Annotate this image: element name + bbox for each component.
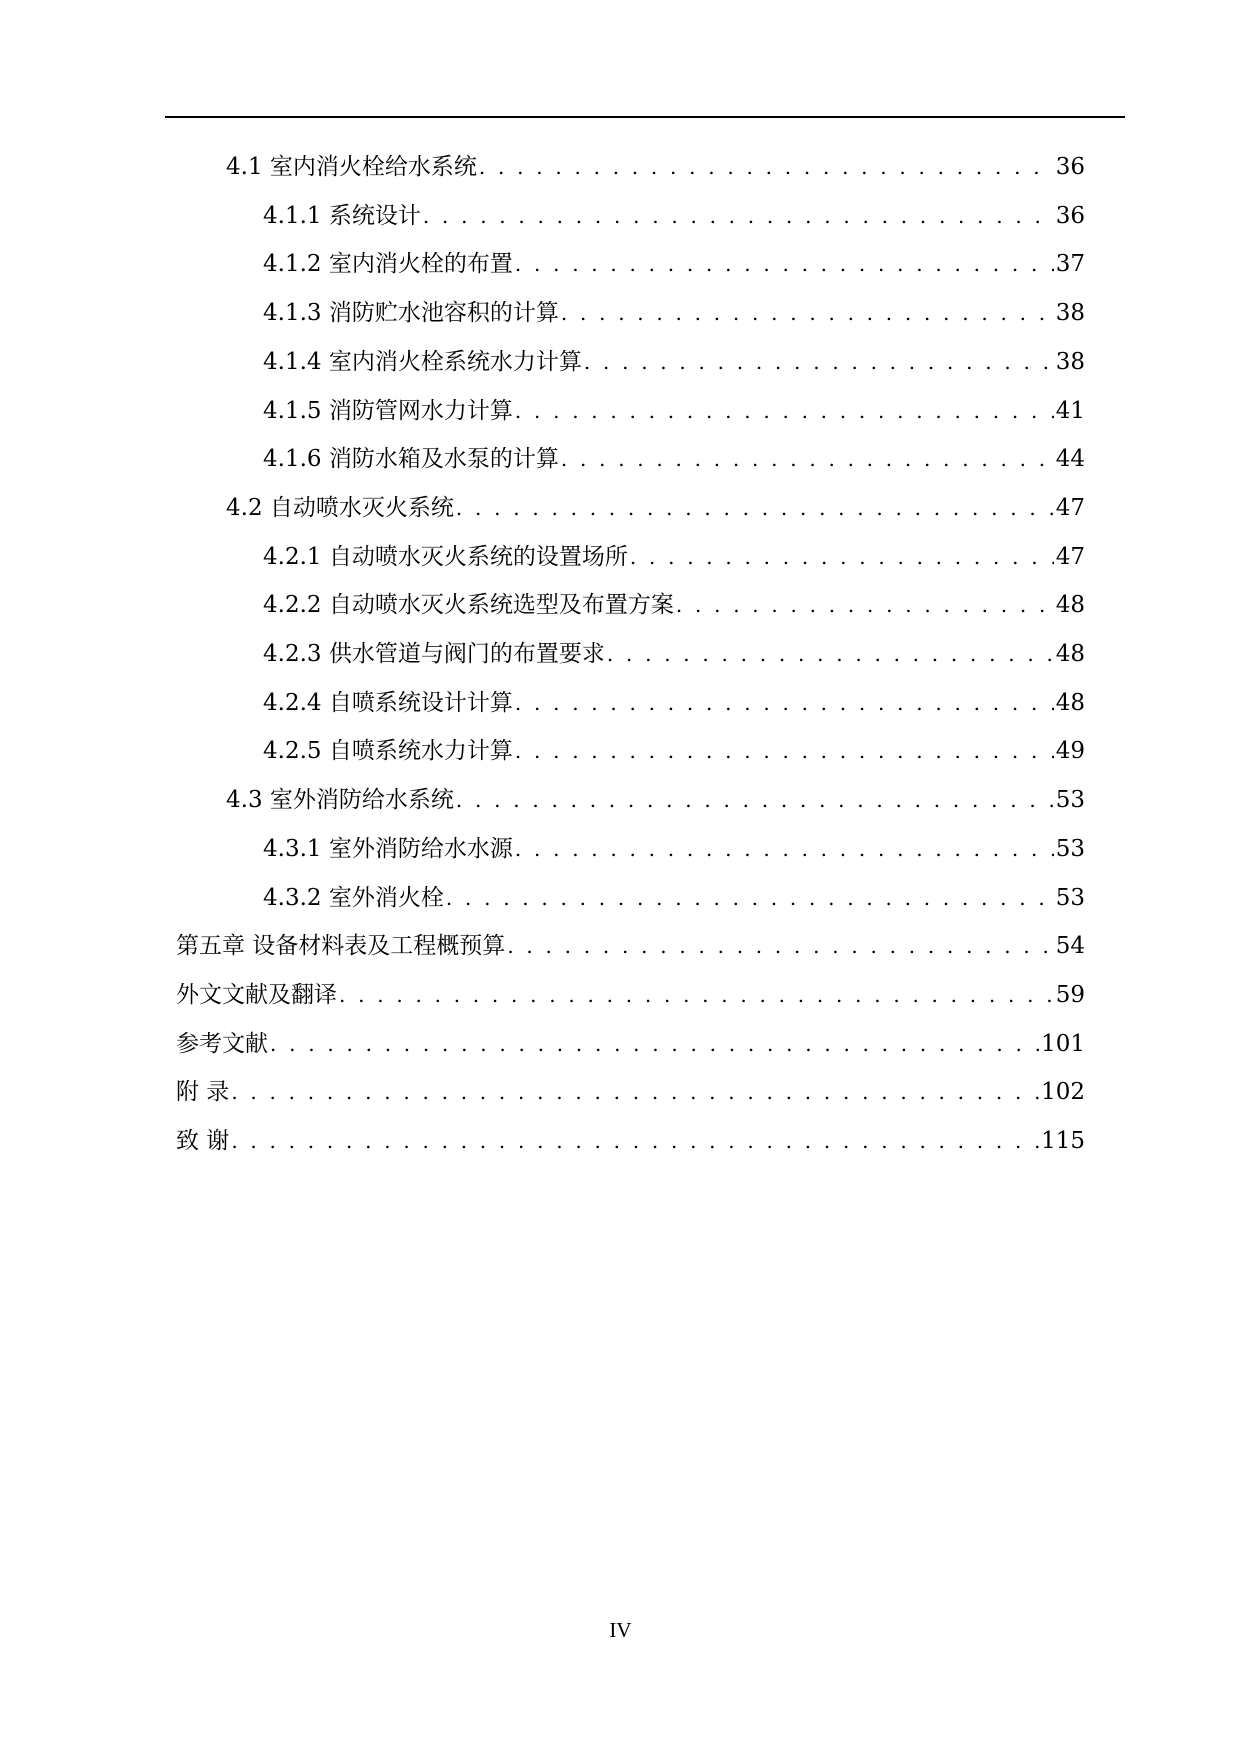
toc-dot-leader bbox=[507, 929, 1053, 963]
toc-entry-label: 附 录 bbox=[176, 1079, 230, 1106]
toc-dot-leader bbox=[423, 199, 1054, 233]
toc-entry-label: 4.2.1 自动喷水灭火系统的设置场所 bbox=[263, 543, 628, 570]
toc-dot-leader bbox=[630, 540, 1054, 574]
toc-entry-page: 36 bbox=[1055, 154, 1085, 180]
toc-entry-label: 致 谢 bbox=[176, 1128, 230, 1154]
toc-entry[interactable] bbox=[226, 150, 1085, 184]
toc-entry-label: 4.1.5 消防管网水力计算 bbox=[263, 397, 513, 424]
toc-entry-page: 102 bbox=[1041, 1079, 1085, 1106]
toc-entry[interactable] bbox=[263, 881, 1085, 915]
toc-entry-page: 54 bbox=[1055, 933, 1085, 960]
header-rule bbox=[165, 116, 1125, 118]
toc-dot-leader bbox=[515, 247, 1054, 281]
toc-entry[interactable] bbox=[263, 394, 1085, 428]
toc-entry-label: 4.1.6 消防水箱及水泵的计算 bbox=[263, 446, 559, 473]
toc-entry[interactable] bbox=[263, 199, 1085, 233]
toc-entry[interactable] bbox=[176, 978, 1085, 1012]
toc-entry[interactable] bbox=[263, 296, 1085, 330]
toc-entry-label: 4.1 室内消火栓给水系统 bbox=[226, 154, 477, 180]
toc-entry-page: 37 bbox=[1055, 251, 1085, 278]
toc-entry-label: 4.1.1 系统设计 bbox=[263, 202, 421, 229]
toc-entry-page: 115 bbox=[1041, 1128, 1085, 1154]
toc-dot-leader bbox=[231, 1075, 1039, 1109]
toc-entry-label: 4.2.2 自动喷水灭火系统选型及布置方案 bbox=[263, 592, 674, 619]
toc-entry[interactable] bbox=[263, 442, 1085, 476]
toc-entry-page: 47 bbox=[1055, 543, 1085, 570]
toc-entry-label: 4.1.4 室内消火栓系统水力计算 bbox=[263, 348, 582, 375]
toc-dot-leader bbox=[231, 1124, 1039, 1158]
toc-dot-leader bbox=[584, 345, 1054, 379]
toc-entry[interactable] bbox=[263, 832, 1085, 866]
toc-entry-label: 4.2.5 自喷系统水力计算 bbox=[263, 738, 513, 765]
toc-entry-page: 53 bbox=[1055, 787, 1085, 814]
toc-dot-leader bbox=[479, 150, 1054, 184]
toc-entry-page: 36 bbox=[1055, 202, 1085, 229]
toc-entry-page: 53 bbox=[1055, 884, 1085, 911]
toc-dot-leader bbox=[561, 442, 1054, 476]
toc-entry-label: 4.3.1 室外消防给水水源 bbox=[263, 835, 513, 862]
toc-entry[interactable] bbox=[263, 734, 1085, 768]
toc-entry-page: 49 bbox=[1055, 738, 1085, 765]
toc-entry-page: 59 bbox=[1055, 981, 1085, 1008]
toc-entry-page: 38 bbox=[1055, 300, 1085, 327]
toc-entry-label: 第五章 设备材料表及工程概预算 bbox=[176, 933, 506, 960]
toc-dot-leader bbox=[676, 588, 1054, 622]
page-number: IV bbox=[609, 1618, 632, 1642]
toc-entry-label: 参考文献 bbox=[176, 1030, 268, 1057]
toc-entry-page: 48 bbox=[1055, 689, 1085, 716]
toc-entry-page: 53 bbox=[1055, 835, 1085, 862]
toc-entry-label: 4.1.3 消防贮水池容积的计算 bbox=[263, 300, 559, 327]
toc-dot-leader bbox=[456, 783, 1054, 817]
toc-entry[interactable] bbox=[226, 491, 1085, 525]
toc-entry-label: 4.2.4 自喷系统设计计算 bbox=[263, 689, 513, 716]
toc-dot-leader bbox=[446, 881, 1054, 915]
toc-entry-label: 4.2.3 供水管道与阀门的布置要求 bbox=[263, 641, 605, 667]
toc-entry-label: 外文文献及翻译 bbox=[176, 981, 337, 1008]
toc-entry[interactable] bbox=[263, 637, 1085, 671]
toc-dot-leader bbox=[515, 686, 1054, 720]
toc-dot-leader bbox=[561, 296, 1054, 330]
toc-dot-leader bbox=[607, 637, 1054, 671]
toc-entry-page: 41 bbox=[1055, 397, 1085, 424]
toc-entry[interactable] bbox=[176, 929, 1085, 963]
toc-entry[interactable] bbox=[263, 588, 1085, 622]
toc-dot-leader bbox=[515, 394, 1054, 428]
toc-entry-page: 48 bbox=[1055, 592, 1085, 619]
toc-entry-page: 38 bbox=[1055, 348, 1085, 375]
toc-dot-leader bbox=[339, 978, 1054, 1012]
toc-entry[interactable] bbox=[263, 540, 1085, 574]
toc-entry-label: 4.3.2 室外消火栓 bbox=[263, 884, 444, 911]
toc-entry[interactable] bbox=[176, 1027, 1085, 1061]
toc-dot-leader bbox=[270, 1027, 1039, 1061]
toc-entry[interactable] bbox=[176, 1075, 1085, 1109]
toc-entry-label: 4.3 室外消防给水系统 bbox=[226, 787, 454, 814]
toc-entry-page: 48 bbox=[1055, 641, 1085, 667]
toc-entry[interactable] bbox=[263, 247, 1085, 281]
toc-dot-leader bbox=[456, 491, 1054, 525]
toc-entry-label: 4.1.2 室内消火栓的布置 bbox=[263, 251, 513, 278]
toc-entry-page: 47 bbox=[1055, 494, 1085, 521]
toc-dot-leader bbox=[515, 832, 1054, 866]
toc-entry[interactable] bbox=[263, 345, 1085, 379]
toc-entry[interactable] bbox=[226, 783, 1085, 817]
toc-entry-label: 4.2 自动喷水灭火系统 bbox=[226, 494, 454, 521]
toc-entry[interactable] bbox=[176, 1124, 1085, 1158]
toc-entry[interactable] bbox=[263, 686, 1085, 720]
toc-entry-page: 44 bbox=[1055, 446, 1085, 473]
toc-dot-leader bbox=[515, 734, 1054, 768]
toc-entry-page: 101 bbox=[1041, 1030, 1085, 1057]
